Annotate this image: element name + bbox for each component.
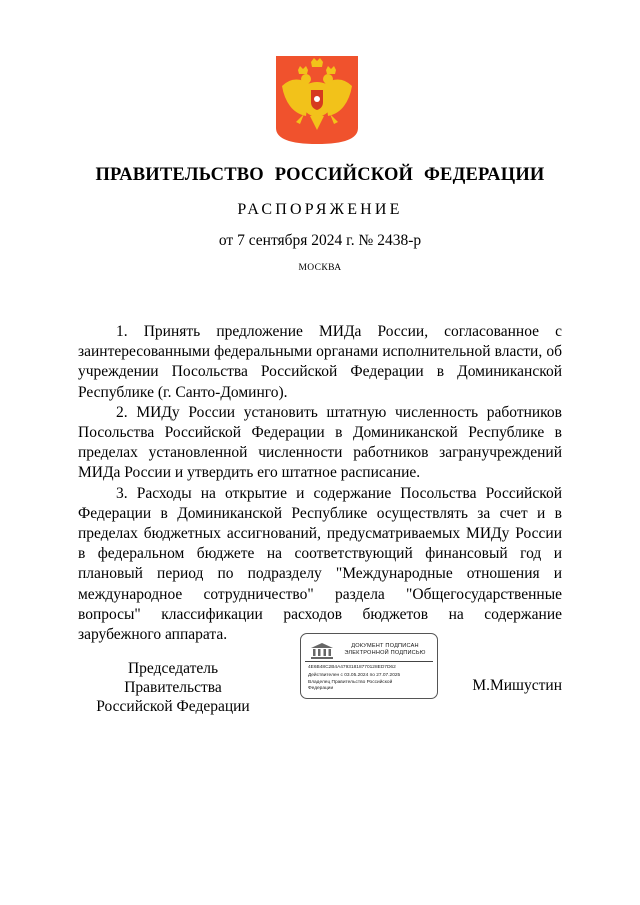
- stamp-owner-line1: Владелец Правительство Российской: [308, 680, 393, 685]
- stamp-heading-line1: ДОКУМЕНТ ПОДПИСАН: [351, 643, 419, 649]
- signatory-position: [78, 659, 268, 716]
- electronic-signature-stamp: [300, 633, 438, 699]
- russian-coat-of-arms-icon: [276, 56, 358, 144]
- stamp-divider: [305, 661, 433, 662]
- document-city: МОСКВА: [298, 263, 342, 273]
- paragraph-3: 3. Расходы на открытие и содержание Посольства Российской Федерации в Доминиканской Республике осуществлять за счет и в пределах бюджетных ассигнований, предусматриваемых МИДу России в федеральном бюджете на соответствующий финансовый год и плановый период по подразделу "Международные отношения и международное сотрудничество" раздела "Общегосударственные вопросы" классификации расходов бюджетов на содержание зарубежного аппарата.: [78, 484, 562, 644]
- stamp-owner-line2: Федерации: [308, 686, 334, 691]
- stamp-validity: Действителен с 03.05.2024 по 27.07.2025: [308, 673, 401, 678]
- paragraph-2: 2. МИДу России установить штатную численность работников Посольства Российской Федерации в Доминиканской Республике в пределах установленной численности работников загранучреждений МИДа России и утвердить его штатное расписание.: [78, 403, 562, 482]
- organization-title: ПРАВИТЕЛЬСТВО РОССИЙСКОЙ ФЕДЕРАЦИИ: [95, 165, 545, 185]
- document-date-number: от 7 сентября 2024 г. № 2438-р: [218, 232, 422, 249]
- signatory-position-line1: Председатель Правительства: [124, 660, 222, 696]
- stamp-heading: [337, 643, 433, 657]
- paragraph-1: 1. Принять предложение МИДа России, согласованное с заинтересованными федеральными органами исполнительной власти, об учреждении Посольства Российской Федерации в Доминиканской Республике (г. Санто-Доминго).: [78, 323, 562, 401]
- stamp-certificate: 4E6B48C2B4A47931818770128ED7D62: [308, 665, 396, 670]
- signatory-name: М.Мишустин: [472, 677, 562, 694]
- stamp-heading-line2: ЭЛЕКТРОННОЙ ПОДПИСЬЮ: [344, 650, 426, 656]
- document-body: [78, 322, 562, 645]
- government-building-icon: [309, 642, 335, 660]
- signatory-position-line2: Российской Федерации: [96, 698, 250, 715]
- document-type: РАСПОРЯЖЕНИЕ: [237, 201, 403, 218]
